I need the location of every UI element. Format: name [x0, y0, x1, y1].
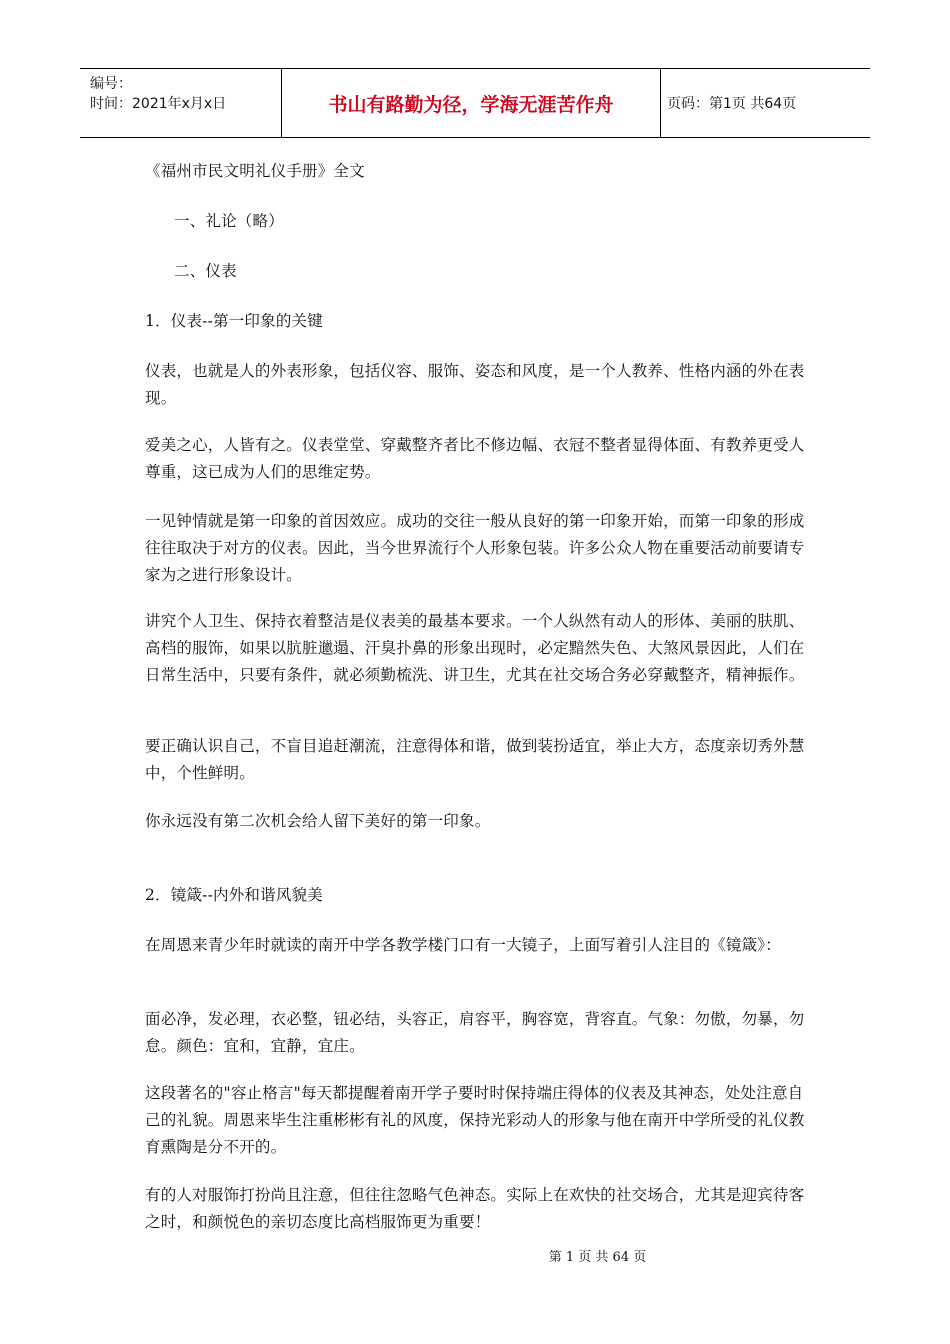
- footer-page-label: 第 1 页 共 64 页: [548, 1250, 647, 1265]
- paragraph-7: 在周恩来青少年时就读的南开中学各教学楼门口有一大镜子，上面写着引人注目的《镜箴》：: [145, 936, 781, 954]
- paragraph-8: 面必净，发必理，衣必整，钮必结，头容正，肩容平，胸容宽，背容直。气象：勿傲，勿暴，勿怠。颜色：宜和，宜静，宜庄。: [145, 1010, 805, 1055]
- paragraph-6: 你永远没有第二次机会给人留下美好的第一印象。: [145, 812, 491, 830]
- header-page-cell: [661, 69, 870, 137]
- page-info: 页码：第1页 共64页: [667, 96, 797, 112]
- document-title: 《福州市民文明礼仪手册》全文: [145, 162, 365, 180]
- paragraph-5: 要正确认识自己，不盲目追赶潮流，注意得体和谐，做到装扮适宜，举止大方，态度亲切秀外慧中，个性鲜明。: [145, 737, 805, 782]
- paragraph-3: 一见钟情就是第一印象的首因效应。成功的交往一般从良好的第一印象开始，而第一印象的形成往往取决于对方的仪表。因此，当今世界流行个人形象包装。许多公众人物在重要活动前要请专家为之进行形象设计。: [145, 512, 805, 584]
- header-left-cell: [80, 69, 282, 137]
- header-motto-cell: [282, 69, 661, 137]
- page-footer: [0, 1246, 950, 1265]
- paragraph-10: 有的人对服饰打扮尚且注意，但往往忽略气色神态。实际上在欢快的社交场合，尤其是迎宾待客之时，和颜悦色的亲切态度比高档服饰更为重要！: [145, 1186, 805, 1231]
- header-table: [80, 68, 870, 138]
- paragraph-1: 仪表，也就是人的外表形象，包括仪容、服饰、姿态和风度，是一个人教养、性格内涵的外在表现。: [145, 362, 805, 407]
- section-heading-1: 一、礼论（略）: [174, 212, 284, 230]
- paragraph-9: 这段著名的"容止格言"每天都提醒着南开学子要时时保持端庄得体的仪表及其神态，处处注意自己的礼貌。周恩来毕生注重彬彬有礼的风度，保持光彩动人的形象与他在南开中学所受的礼仪教育熏陶是分不开的。: [145, 1084, 805, 1156]
- subheading-2: 2．镜箴--内外和谐风貌美: [145, 886, 323, 904]
- motto-text: 书山有路勤为径，学海无涯苦作舟: [328, 93, 614, 116]
- paragraph-2: 爱美之心，人皆有之。仪表堂堂、穿戴整齐者比不修边幅、衣冠不整者显得体面、有教养更受人尊重，这已成为人们的思维定势。: [145, 436, 805, 481]
- serial-label: 编号：: [90, 76, 132, 92]
- time-label: 时间：2021年x月x日: [90, 96, 227, 112]
- subheading-1: 1．仪表--第一印象的关键: [145, 312, 323, 330]
- paragraph-4: 讲究个人卫生、保持衣着整洁是仪表美的最基本要求。一个人纵然有动人的形体、美丽的肤肌、高档的服饰，如果以肮脏邋遢、汗臭扑鼻的形象出现时，必定黯然失色、大煞风景因此，人们在日常生活中，只要有条件，就必须勤梳洗、讲卫生，尤其在社交场合务必穿戴整齐，精神振作。: [145, 612, 805, 684]
- section-heading-2: 二、仪表: [174, 262, 237, 280]
